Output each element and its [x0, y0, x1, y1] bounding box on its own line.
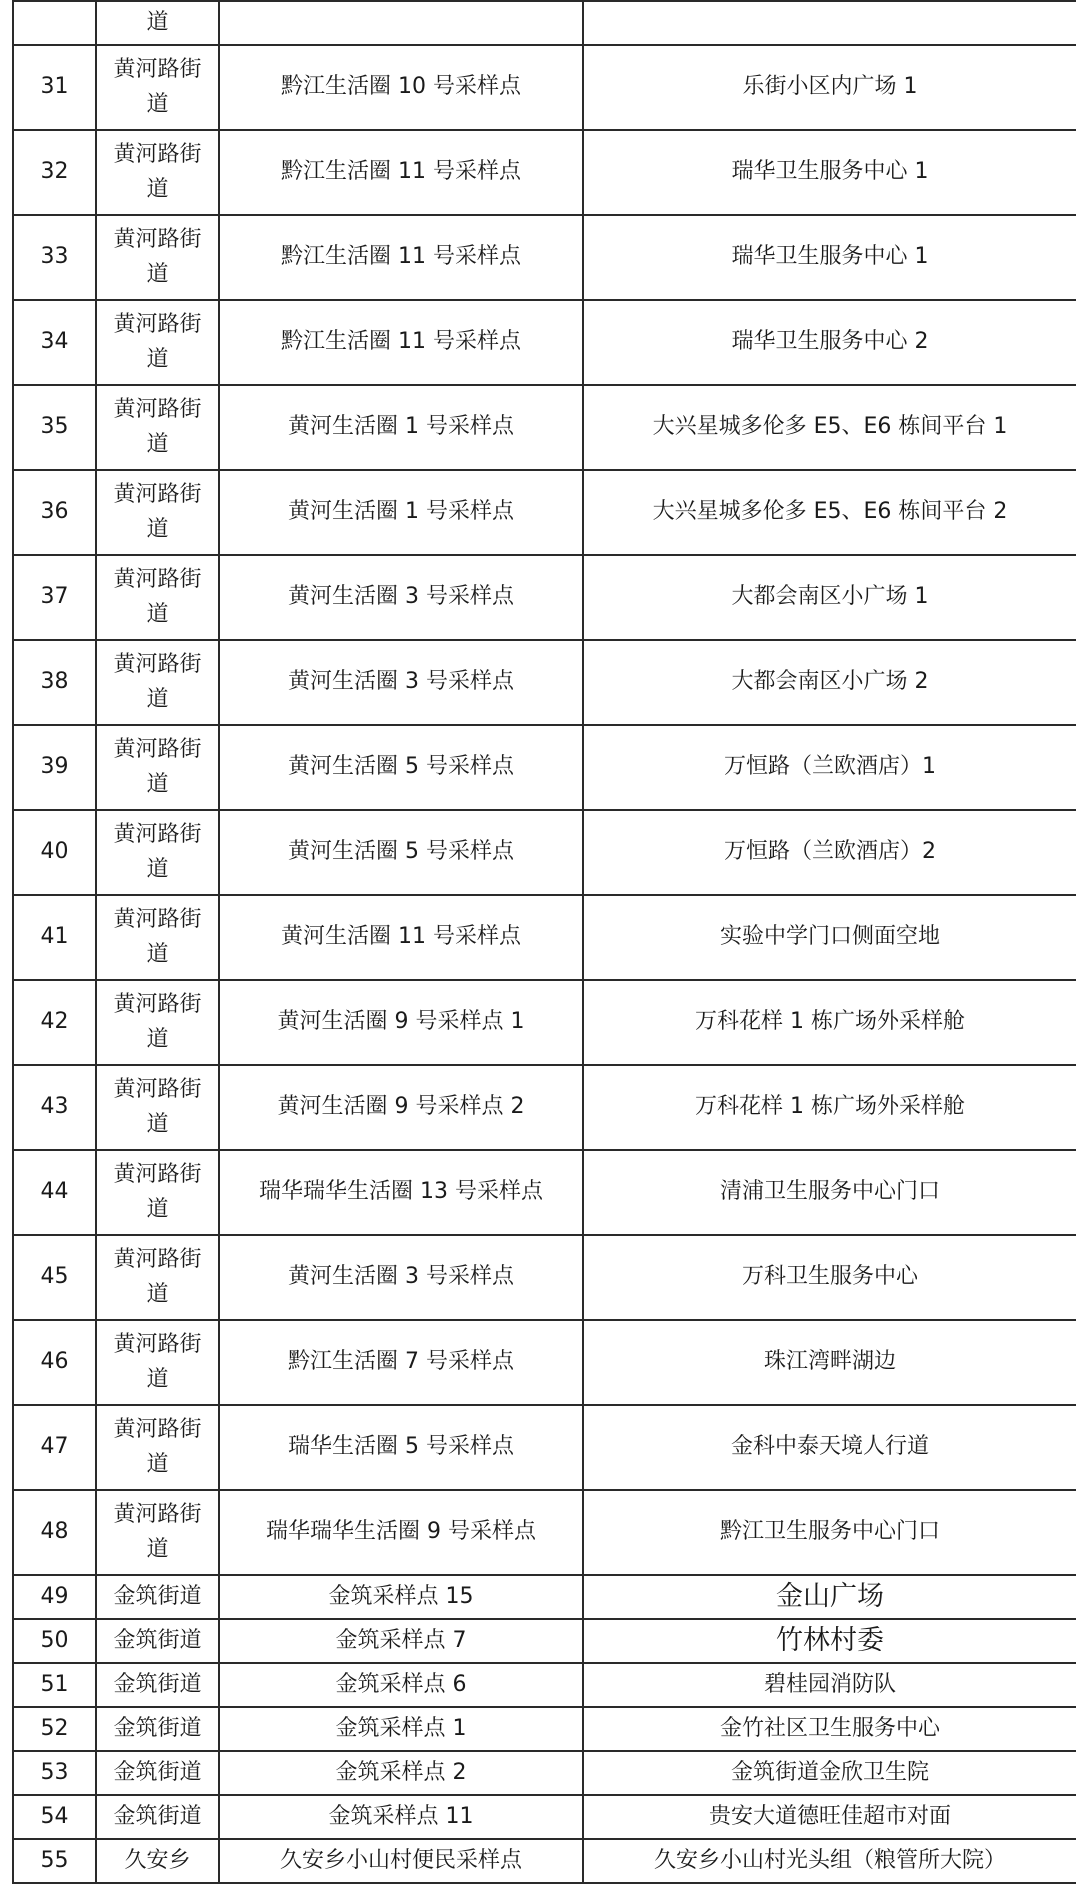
sampling-point-address: 大兴星城多伦多 E5、E6 栋间平台 2: [583, 470, 1076, 555]
sampling-point-name: 黄河生活圈 1 号采样点: [219, 470, 583, 555]
sampling-point-address: 贵安大道德旺佳超市对面: [583, 1795, 1076, 1839]
street-label: 黄河路街道: [113, 227, 202, 287]
street-cell: [96, 725, 219, 810]
sampling-point-name: 黄河生活圈 3 号采样点: [219, 640, 583, 725]
sampling-point-address: 大都会南区小广场 1: [583, 555, 1076, 640]
table-row: [13, 1839, 1076, 1883]
sampling-point-address: 竹林村委: [583, 1619, 1076, 1663]
street-cell: [96, 1320, 219, 1405]
row-number: 43: [13, 1065, 96, 1150]
street-cell: 金筑街道: [96, 1619, 219, 1663]
row-number: 36: [13, 470, 96, 555]
street-label: 黄河路街道: [113, 1247, 202, 1307]
street-label: 黄河路街道: [113, 567, 202, 627]
street-label: 黄河路街道: [113, 652, 202, 712]
sampling-point-address: 大都会南区小广场 2: [583, 640, 1076, 725]
sampling-point-name: 黄河生活圈 9 号采样点 1: [219, 980, 583, 1065]
table-row: [13, 810, 1076, 895]
table-row: [13, 1320, 1076, 1405]
table-row: [13, 300, 1076, 385]
sampling-point-address: 黔江卫生服务中心门口: [583, 1490, 1076, 1575]
row-number: 41: [13, 895, 96, 980]
street-cell: [96, 555, 219, 640]
row-number: 35: [13, 385, 96, 470]
table-row: [13, 980, 1076, 1065]
street-cell: 道: [96, 1, 219, 45]
table-row: [13, 1663, 1076, 1707]
row-number: 32: [13, 130, 96, 215]
sampling-point-name: 黔江生活圈 10 号采样点: [219, 45, 583, 130]
sampling-point-address: 金科中泰天境人行道: [583, 1405, 1076, 1490]
street-label: 黄河路街道: [113, 992, 202, 1052]
sampling-point-name: 金筑采样点 11: [219, 1795, 583, 1839]
street-label: 黄河路街道: [113, 1502, 202, 1562]
street-cell: [96, 1065, 219, 1150]
street-label: 黄河路街道: [113, 1417, 202, 1477]
street-cell: [96, 130, 219, 215]
sampling-point-name: 黄河生活圈 9 号采样点 2: [219, 1065, 583, 1150]
table-row: [13, 1065, 1076, 1150]
street-cell: [96, 640, 219, 725]
sampling-point-name: 黄河生活圈 3 号采样点: [219, 555, 583, 640]
street-cell: 久安乡: [96, 1839, 219, 1883]
table-row: [13, 725, 1076, 810]
row-number: 45: [13, 1235, 96, 1320]
sampling-point-name: 瑞华瑞华生活圈 13 号采样点: [219, 1150, 583, 1235]
table-row: [13, 1751, 1076, 1795]
sampling-point-name: 金筑采样点 7: [219, 1619, 583, 1663]
row-number: 52: [13, 1707, 96, 1751]
street-cell: [96, 470, 219, 555]
row-number: 50: [13, 1619, 96, 1663]
sampling-point-name: 黄河生活圈 3 号采样点: [219, 1235, 583, 1320]
table-row: [13, 1619, 1076, 1663]
street-cell: [96, 1235, 219, 1320]
sampling-point-name: 黔江生活圈 7 号采样点: [219, 1320, 583, 1405]
table-row: [13, 1150, 1076, 1235]
street-cell: [96, 980, 219, 1065]
street-label: 黄河路街道: [113, 737, 202, 797]
street-cell: [96, 895, 219, 980]
street-label: 黄河路街道: [113, 312, 202, 372]
sampling-point-address: 金筑街道金欣卫生院: [583, 1751, 1076, 1795]
table-row: [13, 385, 1076, 470]
row-number: 46: [13, 1320, 96, 1405]
street-cell: 金筑街道: [96, 1795, 219, 1839]
street-cell: [96, 810, 219, 895]
street-label: 黄河路街道: [113, 397, 202, 457]
street-cell: [96, 385, 219, 470]
table-row: [13, 640, 1076, 725]
sampling-point-address: 清浦卫生服务中心门口: [583, 1150, 1076, 1235]
sampling-point-name: 瑞华生活圈 5 号采样点: [219, 1405, 583, 1490]
sampling-point-name: [219, 1, 583, 45]
street-cell: 金筑街道: [96, 1751, 219, 1795]
street-cell: [96, 1490, 219, 1575]
row-number: 42: [13, 980, 96, 1065]
sampling-point-address: 万科花样 1 栋广场外采样舱: [583, 1065, 1076, 1150]
street-cell: [96, 1150, 219, 1235]
sampling-point-address: 实验中学门口侧面空地: [583, 895, 1076, 980]
sampling-point-name: 瑞华瑞华生活圈 9 号采样点: [219, 1490, 583, 1575]
sampling-point-name: 黄河生活圈 1 号采样点: [219, 385, 583, 470]
sampling-point-name: 黔江生活圈 11 号采样点: [219, 215, 583, 300]
sampling-point-name: 黔江生活圈 11 号采样点: [219, 300, 583, 385]
street-cell: [96, 1405, 219, 1490]
row-number: 48: [13, 1490, 96, 1575]
table-row: [13, 1, 1076, 45]
row-number: 53: [13, 1751, 96, 1795]
table-row: [13, 1490, 1076, 1575]
street-cell: [96, 215, 219, 300]
street-label: 黄河路街道: [113, 907, 202, 967]
row-number: 34: [13, 300, 96, 385]
sampling-point-name: 久安乡小山村便民采样点: [219, 1839, 583, 1883]
street-cell: 金筑街道: [96, 1575, 219, 1619]
sampling-point-address: 久安乡小山村光头组（粮管所大院）: [583, 1839, 1076, 1883]
street-label: 黄河路街道: [113, 1077, 202, 1137]
row-number: 31: [13, 45, 96, 130]
row-number: 55: [13, 1839, 96, 1883]
sampling-point-address: 乐街小区内广场 1: [583, 45, 1076, 130]
street-label: 黄河路街道: [113, 822, 202, 882]
table-row: [13, 215, 1076, 300]
table-row: [13, 1707, 1076, 1751]
row-number: 40: [13, 810, 96, 895]
sampling-point-address: [583, 1, 1076, 45]
table-row: [13, 45, 1076, 130]
table-body: [13, 1, 1076, 1883]
row-number: [13, 1, 96, 45]
street-cell: [96, 45, 219, 130]
sampling-point-name: 黔江生活圈 11 号采样点: [219, 130, 583, 215]
row-number: 44: [13, 1150, 96, 1235]
street-label: 黄河路街道: [113, 482, 202, 542]
sampling-point-address: 瑞华卫生服务中心 1: [583, 215, 1076, 300]
street-label: 黄河路街道: [113, 1162, 202, 1222]
sampling-point-address: 万恒路（兰欧酒店）2: [583, 810, 1076, 895]
sampling-point-name: 金筑采样点 15: [219, 1575, 583, 1619]
sampling-point-name: 黄河生活圈 5 号采样点: [219, 810, 583, 895]
table-row: [13, 470, 1076, 555]
row-number: 38: [13, 640, 96, 725]
sampling-point-address: 万恒路（兰欧酒店）1: [583, 725, 1076, 810]
sampling-point-name: 黄河生活圈 5 号采样点: [219, 725, 583, 810]
sampling-point-address: 珠江湾畔湖边: [583, 1320, 1076, 1405]
sampling-point-name: 金筑采样点 6: [219, 1663, 583, 1707]
row-number: 54: [13, 1795, 96, 1839]
sampling-point-address: 金山广场: [583, 1575, 1076, 1619]
row-number: 49: [13, 1575, 96, 1619]
street-cell: [96, 300, 219, 385]
row-number: 51: [13, 1663, 96, 1707]
sampling-point-address: 金竹社区卫生服务中心: [583, 1707, 1076, 1751]
row-number: 33: [13, 215, 96, 300]
street-cell: 金筑街道: [96, 1707, 219, 1751]
sampling-point-name: 金筑采样点 2: [219, 1751, 583, 1795]
sampling-point-address: 万科花样 1 栋广场外采样舱: [583, 980, 1076, 1065]
sampling-point-name: 金筑采样点 1: [219, 1707, 583, 1751]
row-number: 39: [13, 725, 96, 810]
sampling-point-name: 黄河生活圈 11 号采样点: [219, 895, 583, 980]
sampling-point-address: 碧桂园消防队: [583, 1663, 1076, 1707]
table-row: [13, 130, 1076, 215]
table-row: [13, 555, 1076, 640]
table-row: [13, 1795, 1076, 1839]
sampling-point-address: 大兴星城多伦多 E5、E6 栋间平台 1: [583, 385, 1076, 470]
sampling-points-table: [12, 0, 1076, 1884]
sampling-point-address: 瑞华卫生服务中心 2: [583, 300, 1076, 385]
sampling-point-address: 万科卫生服务中心: [583, 1235, 1076, 1320]
street-label: 黄河路街道: [113, 142, 202, 202]
street-label: 黄河路街道: [113, 1332, 202, 1392]
table-row: [13, 1405, 1076, 1490]
row-number: 47: [13, 1405, 96, 1490]
row-number: 37: [13, 555, 96, 640]
table-row: [13, 1575, 1076, 1619]
table-row: [13, 895, 1076, 980]
street-cell: 金筑街道: [96, 1663, 219, 1707]
table-row: [13, 1235, 1076, 1320]
street-label: 黄河路街道: [113, 57, 202, 117]
sampling-point-address: 瑞华卫生服务中心 1: [583, 130, 1076, 215]
